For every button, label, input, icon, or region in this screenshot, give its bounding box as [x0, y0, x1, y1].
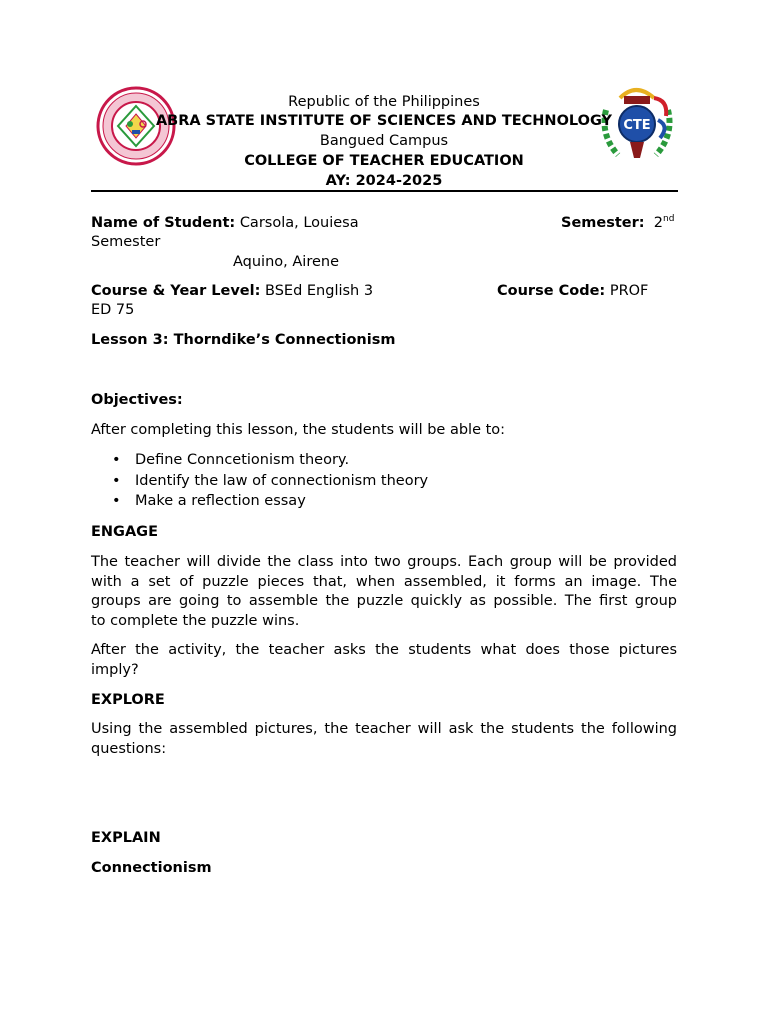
campus-line: Bangued Campus [319, 133, 449, 149]
engage-paragraph-1 [91, 553, 677, 631]
lesson-title: Lesson 3: Thorndike’s Connectionism [91, 332, 396, 348]
paragraph-line: The teacher will divide the class into two groups. Each group will be provided [91, 554, 677, 570]
engage-paragraph-2 [91, 641, 677, 680]
list-item [91, 471, 677, 492]
paragraph-line: questions: [91, 740, 167, 757]
objective-text: Identify the law of connectionism theory [135, 472, 429, 489]
semester-label: Semester: [561, 215, 645, 231]
cte-logo-text: CTE [623, 118, 651, 133]
paragraph-line: groups are going to assemble the puzzle quickly as possible. The first group [91, 593, 677, 610]
course-year-row [91, 281, 373, 301]
course-label: Course & Year Level: [91, 283, 261, 299]
semester-field [561, 213, 674, 233]
objectives-list [91, 450, 677, 512]
academic-year: AY: 2024-2025 [325, 173, 443, 189]
engage-heading: ENGAGE [91, 524, 158, 540]
paragraph-line: imply? [91, 661, 139, 678]
semester-wrap: Semester [91, 234, 161, 250]
name-value-1: Carsola, Louiesa [239, 215, 359, 231]
course-code-label: Course Code: [497, 283, 606, 299]
paragraph-line: Using the assembled pictures, the teacher will ask the students the following [91, 721, 677, 737]
paragraph-line: with a set of puzzle pieces that, when assembled, it forms an image. The [91, 573, 677, 590]
republic-line: Republic of the Philippines [288, 94, 480, 110]
name-label: Name of Student: [91, 215, 236, 231]
course-code-value-1: PROF [609, 283, 649, 299]
bullet-icon: • [112, 493, 121, 510]
objective-text: Make a reflection essay [135, 493, 306, 510]
course-code-field [497, 281, 648, 301]
explore-paragraph [91, 720, 677, 759]
name-value-2: Aquino, Airene [233, 254, 339, 270]
paragraph-line: to complete the puzzle wins. [91, 612, 300, 629]
objectives-heading: Objectives: [91, 392, 183, 408]
college-line: COLLEGE OF TEACHER EDUCATION [244, 153, 524, 169]
explore-heading: EXPLORE [91, 692, 165, 708]
semester-value: 2 [653, 215, 664, 231]
course-code-value-2: ED 75 [91, 302, 135, 318]
objectives-intro: After completing this lesson, the students will be able to: [91, 422, 506, 438]
course-value: BSEd English 3 [265, 283, 374, 299]
student-name-row [91, 213, 359, 233]
semester-sup: nd [663, 214, 675, 224]
institute-name [134, 111, 634, 131]
bullet-icon: • [112, 452, 121, 468]
objective-text: Define Conncetionism theory. [135, 452, 350, 468]
list-item [91, 491, 677, 512]
bullet-icon: • [112, 472, 121, 489]
connectionism-subheading: Connectionism [91, 860, 212, 876]
header-divider [91, 190, 678, 192]
explain-heading: EXPLAIN [91, 830, 161, 846]
institute-name-text: ABRA STATE INSTITUTE OF SCIENCES AND TECHNOLOGY [155, 113, 613, 129]
list-item [91, 450, 677, 471]
paragraph-line: After the activity, the teacher asks the students what does those pictures [91, 642, 677, 658]
